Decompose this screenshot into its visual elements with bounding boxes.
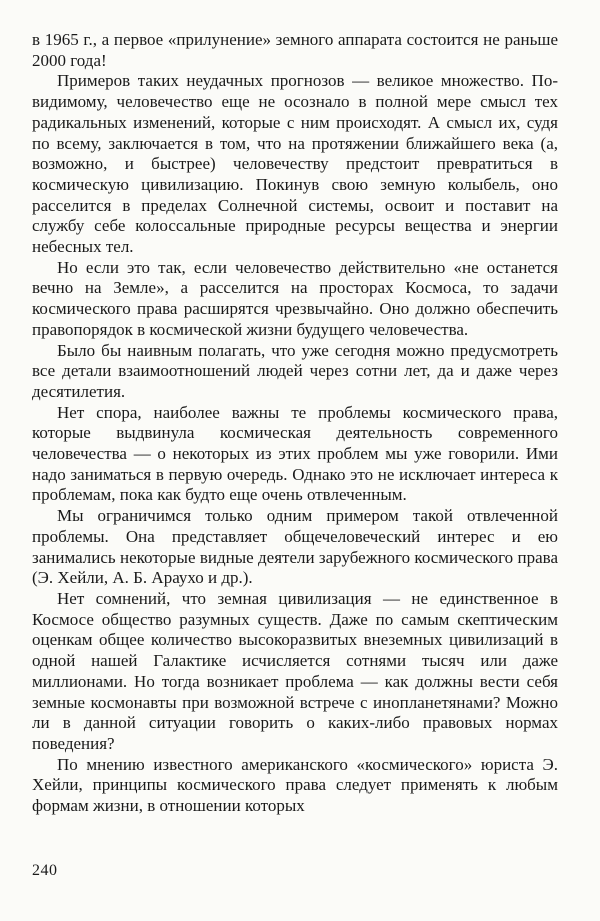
paragraph: Нет сомнений, что земная цивилизация — не единственное в Космосе общество разумных существ. Даже по самым скептическим оценкам общее количество высокоразвитых внеземных цивилизаций в одной нашей Галактике исчисляется сотнями тысяч или даже миллионами. Но тогда возникает проблема — как должны вести себя земные космонавты при возможной встрече с инопланетянами? Можно ли в данной ситуации говорить о каких-либо правовых нормах поведения? (32, 588, 558, 753)
page-number: 240 (32, 862, 58, 879)
paragraph: Но если это так, если человечество действительно «не останется вечно на Земле», а расселится на просторах Космоса, то задачи космического права расширятся чрезвычайно. Оно должно обеспечить правопорядок в космической жизни будущего человечества. (32, 257, 558, 339)
body-text (32, 30, 558, 817)
paragraph: Мы ограничимся только одним примером такой отвлеченной проблемы. Она представляет общечеловеческий интерес и ею занимались некоторые видные деятели зарубежного космического права (Э. Хейли, А. Б. Араухо и др.). (32, 506, 558, 588)
paragraph: Примеров таких неудачных прогнозов — великое множество. По-видимому, человечество еще не осознало в полной мере смысл тех радикальных изменений, которые с ним происходят. А смысл их, судя по всему, заключается в том, что на протяжении ближайшего века (а, возможно, и быстрее) человечеству предстоит превратиться в космическую цивилизацию. Покинув свою земную колыбель, оно расселится в пределах Солнечной системы, освоит и поставит на службу себе колоссальные природные ресурсы вещества и энергии небесных тел. (32, 71, 558, 257)
paragraph-continuation: в 1965 г., а первое «прилунение» земного аппарата состоится не раньше 2000 года! (32, 30, 558, 70)
paragraph: Нет спора, наиболее важны те проблемы космического права, которые выдвинула космическая деятельность современного человечества — о некоторых из этих проблем мы уже говорили. Ими надо заниматься в первую очередь. Однако это не исключает интереса к проблемам, пока как будто еще очень отвлеченным. (32, 402, 558, 505)
paragraph: По мнению известного американского «космического» юриста Э. Хейли, принципы космического права следует применять к любым формам жизни, в отношении которых (32, 754, 558, 816)
paragraph: Было бы наивным полагать, что уже сегодня можно предусмотреть все детали взаимоотношений людей через сотни лет, да и даже через десятилетия. (32, 340, 558, 401)
page (32, 30, 558, 817)
